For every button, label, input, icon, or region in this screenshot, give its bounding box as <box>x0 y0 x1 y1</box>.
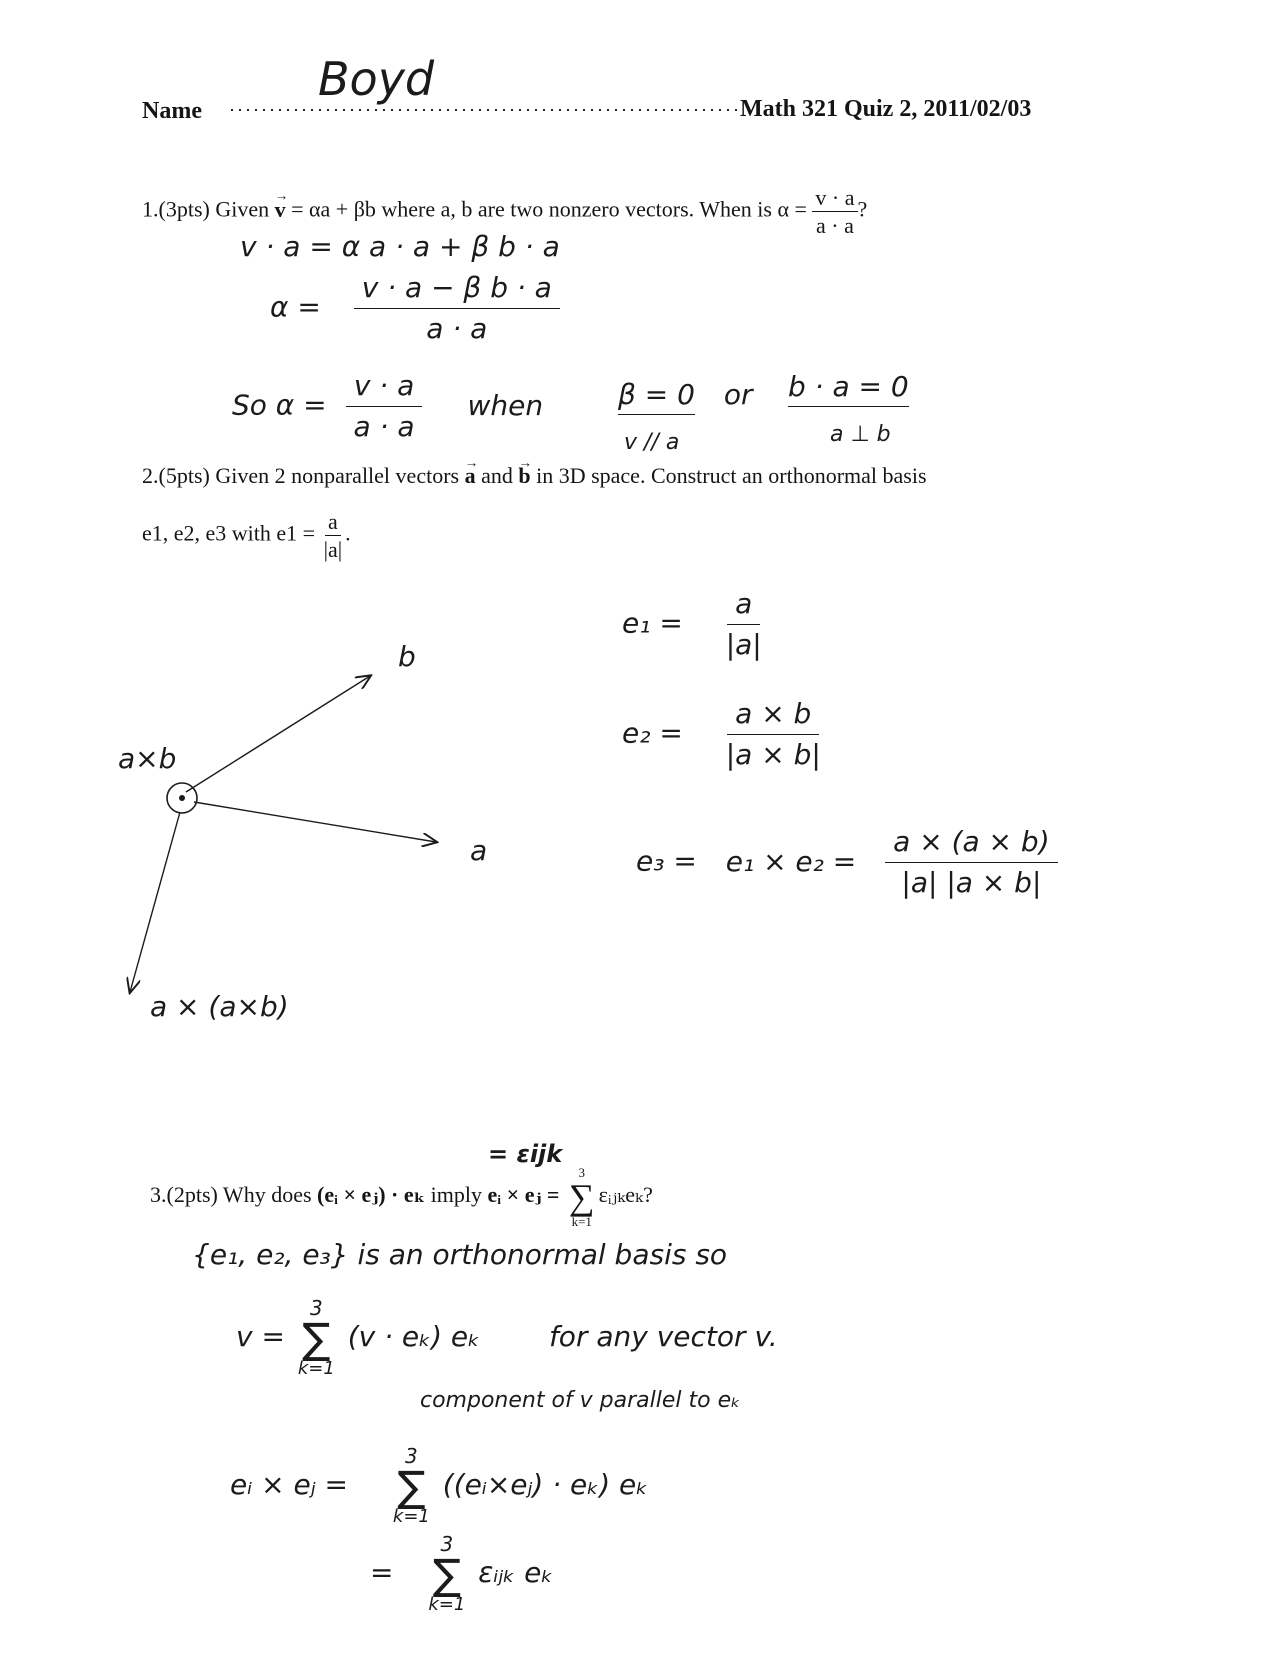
q3-line3-sum: 3 ∑ k=1 <box>392 1444 430 1527</box>
q1-or: or <box>723 378 753 411</box>
q2-e1-den: |a| <box>725 628 762 662</box>
q3-qmark: ? <box>643 1182 653 1208</box>
q3-line4-sum: 3 ∑ k=1 <box>428 1532 466 1615</box>
quiz-title: Math 321 Quiz 2, 2011/02/03 <box>740 96 1032 122</box>
axb-out-of-page-dot <box>179 795 185 801</box>
q2-frac-num: a <box>325 510 341 536</box>
q3-sum-top: 3 <box>578 1165 585 1180</box>
q3-ans-sum-bot: k=1 <box>297 1358 335 1379</box>
q1-middle: where a, b are two nonzero vectors. When is α = <box>381 196 807 222</box>
q1-alpha-num: v · a − β b · a <box>354 272 560 309</box>
q3-epsilon-annotation: = εijk <box>488 1140 563 1168</box>
q3-line4-body: εᵢⱼₖ eₖ <box>478 1556 554 1589</box>
sigma-icon-ans2: ∑ <box>397 1462 426 1511</box>
vector-v: → v <box>275 196 286 224</box>
vector-a-arrow <box>194 802 436 842</box>
diagram-label-axaxb: a × (a×b) <box>150 990 289 1023</box>
q2-e3 <box>636 826 1058 899</box>
vector-b-arrow <box>186 676 370 792</box>
q3-ans-sum <box>298 1298 335 1378</box>
vector-axaxb-arrow <box>130 812 180 992</box>
q1-so-den: a · a <box>353 410 415 444</box>
q3-imply: imply <box>430 1182 483 1208</box>
q1-alpha-lhs: α = <box>270 290 321 324</box>
q1-prefix: 1.(3pts) Given <box>142 196 270 222</box>
q2-e2-den: |a × b| <box>725 738 821 772</box>
q1-qmark: ? <box>857 196 868 222</box>
q1-frac-num: v · a <box>812 186 857 212</box>
q3-v-lhs: v = <box>236 1320 285 1353</box>
q2-and: and <box>481 463 513 488</box>
q3-line3-lhs: eᵢ × eⱼ = <box>230 1468 348 1501</box>
q1-alpha-fraction <box>354 272 560 345</box>
q3-answer-line4 <box>370 1534 553 1614</box>
q3-line3-body: ((eᵢ×eⱼ) · eₖ) eₖ <box>442 1468 649 1501</box>
q3-ans-sum-top: 3 <box>309 1296 323 1320</box>
sigma-icon-ans1: ∑ <box>302 1314 331 1363</box>
q1-cond1: β = 0 <box>618 378 695 411</box>
q3-prefix: 3.(2pts) Why does <box>150 1182 312 1208</box>
q3-expr1: (eᵢ × eⱼ) · eₖ <box>317 1182 426 1208</box>
q1-when: when <box>467 388 544 422</box>
q1-cond1-group <box>618 378 753 411</box>
q2-e1-num: a <box>727 588 760 625</box>
vector-diagram <box>100 600 520 1020</box>
q1-frac-den: a · a <box>816 213 854 239</box>
q1-cond2 <box>788 370 909 403</box>
diagram-label-axb: a×b <box>118 742 177 775</box>
q1-cond1-note: v // a <box>624 430 680 455</box>
q2-e3-mid: e₁ × e₂ = <box>725 844 857 878</box>
q2-line2: e1, e2, e3 with e1 = <box>142 520 316 546</box>
q1-answer-so <box>232 370 543 443</box>
q3-answer-line1: {e₁, e₂, e₃} is an orthonormal basis so <box>192 1238 728 1271</box>
q3-answer-line2 <box>236 1298 778 1378</box>
q1-so-text: So α = <box>232 388 327 422</box>
q3-expr2: eᵢ × eⱼ = <box>487 1182 560 1208</box>
q3-sum-symbol <box>569 1166 595 1228</box>
q1-cond2-text: b · a = 0 <box>788 370 909 403</box>
q2-e1-fraction <box>718 588 770 661</box>
sigma-icon-ans3: ∑ <box>432 1550 462 1599</box>
q1-so-fraction <box>346 370 423 443</box>
q1-cond2-note: a ⊥ b <box>830 422 891 447</box>
q2-e3-den: |a| |a × b| <box>901 866 1042 900</box>
name-label: Name <box>142 98 202 124</box>
diagram-label-b: b <box>398 640 416 673</box>
question-2-line2 <box>142 510 351 561</box>
q2-vector-b: → b <box>518 462 530 490</box>
q2-vector-a: → a <box>465 462 476 490</box>
q3-answer-line3 <box>230 1446 648 1526</box>
question-2-line1 <box>142 462 927 490</box>
q3-ans-for: for any vector v. <box>548 1320 778 1353</box>
q1-fraction <box>812 186 857 237</box>
q2-e3-lhs: e₃ = <box>636 844 697 878</box>
q1-eq: = αa + βb <box>291 196 376 222</box>
q3-ans-body: (v · eₖ) eₖ <box>347 1320 481 1353</box>
q2-period: . <box>345 520 351 546</box>
q2-e3-num: a × (a × b) <box>885 826 1057 863</box>
q3-sum-body: εᵢⱼₖeₖ <box>598 1182 644 1208</box>
q1-answer-line1: v · a = α a · a + β b · a <box>240 230 560 263</box>
sigma-icon: ∑ <box>568 1177 595 1217</box>
q1-alpha-den: a · a <box>426 312 488 346</box>
q2-e3-fraction <box>885 826 1057 899</box>
diagram-label-a: a <box>470 834 488 867</box>
q2-e2-fraction <box>718 698 829 771</box>
q3-answer-note: component of v parallel to eₖ <box>420 1388 741 1413</box>
q1-so-num: v · a <box>346 370 422 407</box>
q2-e1-lhs: e₁ = <box>622 606 683 640</box>
q2-fraction <box>321 510 346 561</box>
q2-e2-num: a × b <box>727 698 819 735</box>
q2-suffix: in 3D space. Construct an orthonormal basis <box>536 463 927 488</box>
q2-e2 <box>622 698 829 771</box>
q1-answer-alpha <box>270 272 560 345</box>
q3-sum-bot: k=1 <box>571 1214 592 1229</box>
q2-e2-lhs: e₂ = <box>622 716 683 750</box>
q2-prefix: 2.(5pts) Given 2 nonparallel vectors <box>142 463 460 488</box>
student-name-handwritten: Boyd <box>318 52 435 106</box>
q2-e1 <box>622 588 770 661</box>
q3-line4-lhs: = <box>370 1556 394 1589</box>
q2-frac-den: |a| <box>323 537 343 563</box>
question-3 <box>150 1166 653 1228</box>
name-dotted-line <box>228 109 738 111</box>
